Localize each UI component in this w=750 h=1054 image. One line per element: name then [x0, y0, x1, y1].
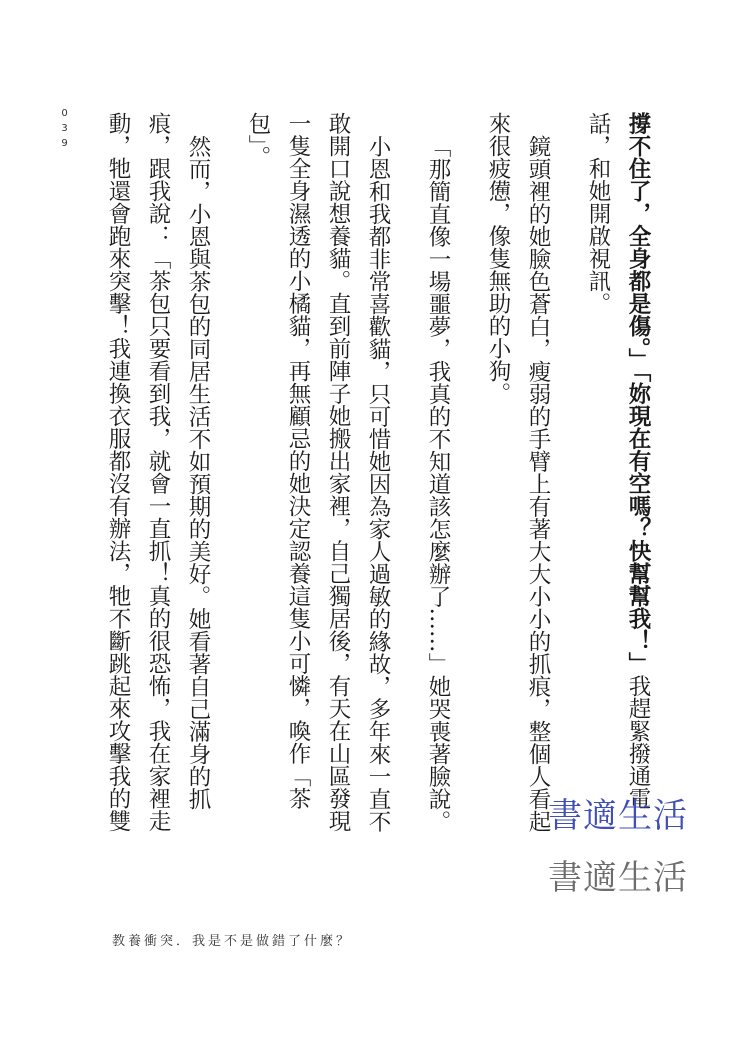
paragraph-5: 然而，小恩與茶包的同居生活不如預期的美好。她看著自己滿身的抓痕，跟我說：「茶包只要看到我，就會一直抓！真的很恐怖，我在家裡走動，牠還會跑來突擊！我連換衣服都沒有辦法，牠不斷跳起來攻擊我的雙: [105, 112, 211, 832]
body-text: [98, 112, 658, 852]
paragraph-2: 鏡頭裡的她臉色蒼白，瘦弱的手臂上有著大大小小的抓痕，整個人看起來很疲憊，像隻無助的小狗。: [485, 112, 551, 832]
publisher-watermark-blue: 書適生活: [548, 796, 688, 836]
running-footer: 教養衝突．我是不是做錯了什麼？: [112, 934, 353, 949]
page-number: 039: [59, 108, 70, 153]
paragraph-3: 「那簡直像一場噩夢，我真的不知道該怎麼辦了……」她哭喪著臉說。: [425, 134, 451, 832]
paragraph-1-rest: 我趕緊撥通電話，和她開啟視訊。: [585, 112, 651, 810]
publisher-watermark-gray: 書適生活: [548, 858, 688, 898]
bold-quote: 撐不住了，全身都是傷。」「妳現在有空嗎？快幫幫我！」: [625, 112, 651, 675]
paragraph-1: [578, 112, 658, 852]
paragraph-4: 小恩和我都非常喜歡貓，只可惜她因為家人過敏的緣故，多年來一直不敢開口說想養貓。直到前陣子她搬出家裡，自己獨居後，有天在山區發現一隻全身濕透的小橘貓，再無顧忌的她決定認養這隻小可憐，喚作「茶包」。: [245, 112, 391, 832]
